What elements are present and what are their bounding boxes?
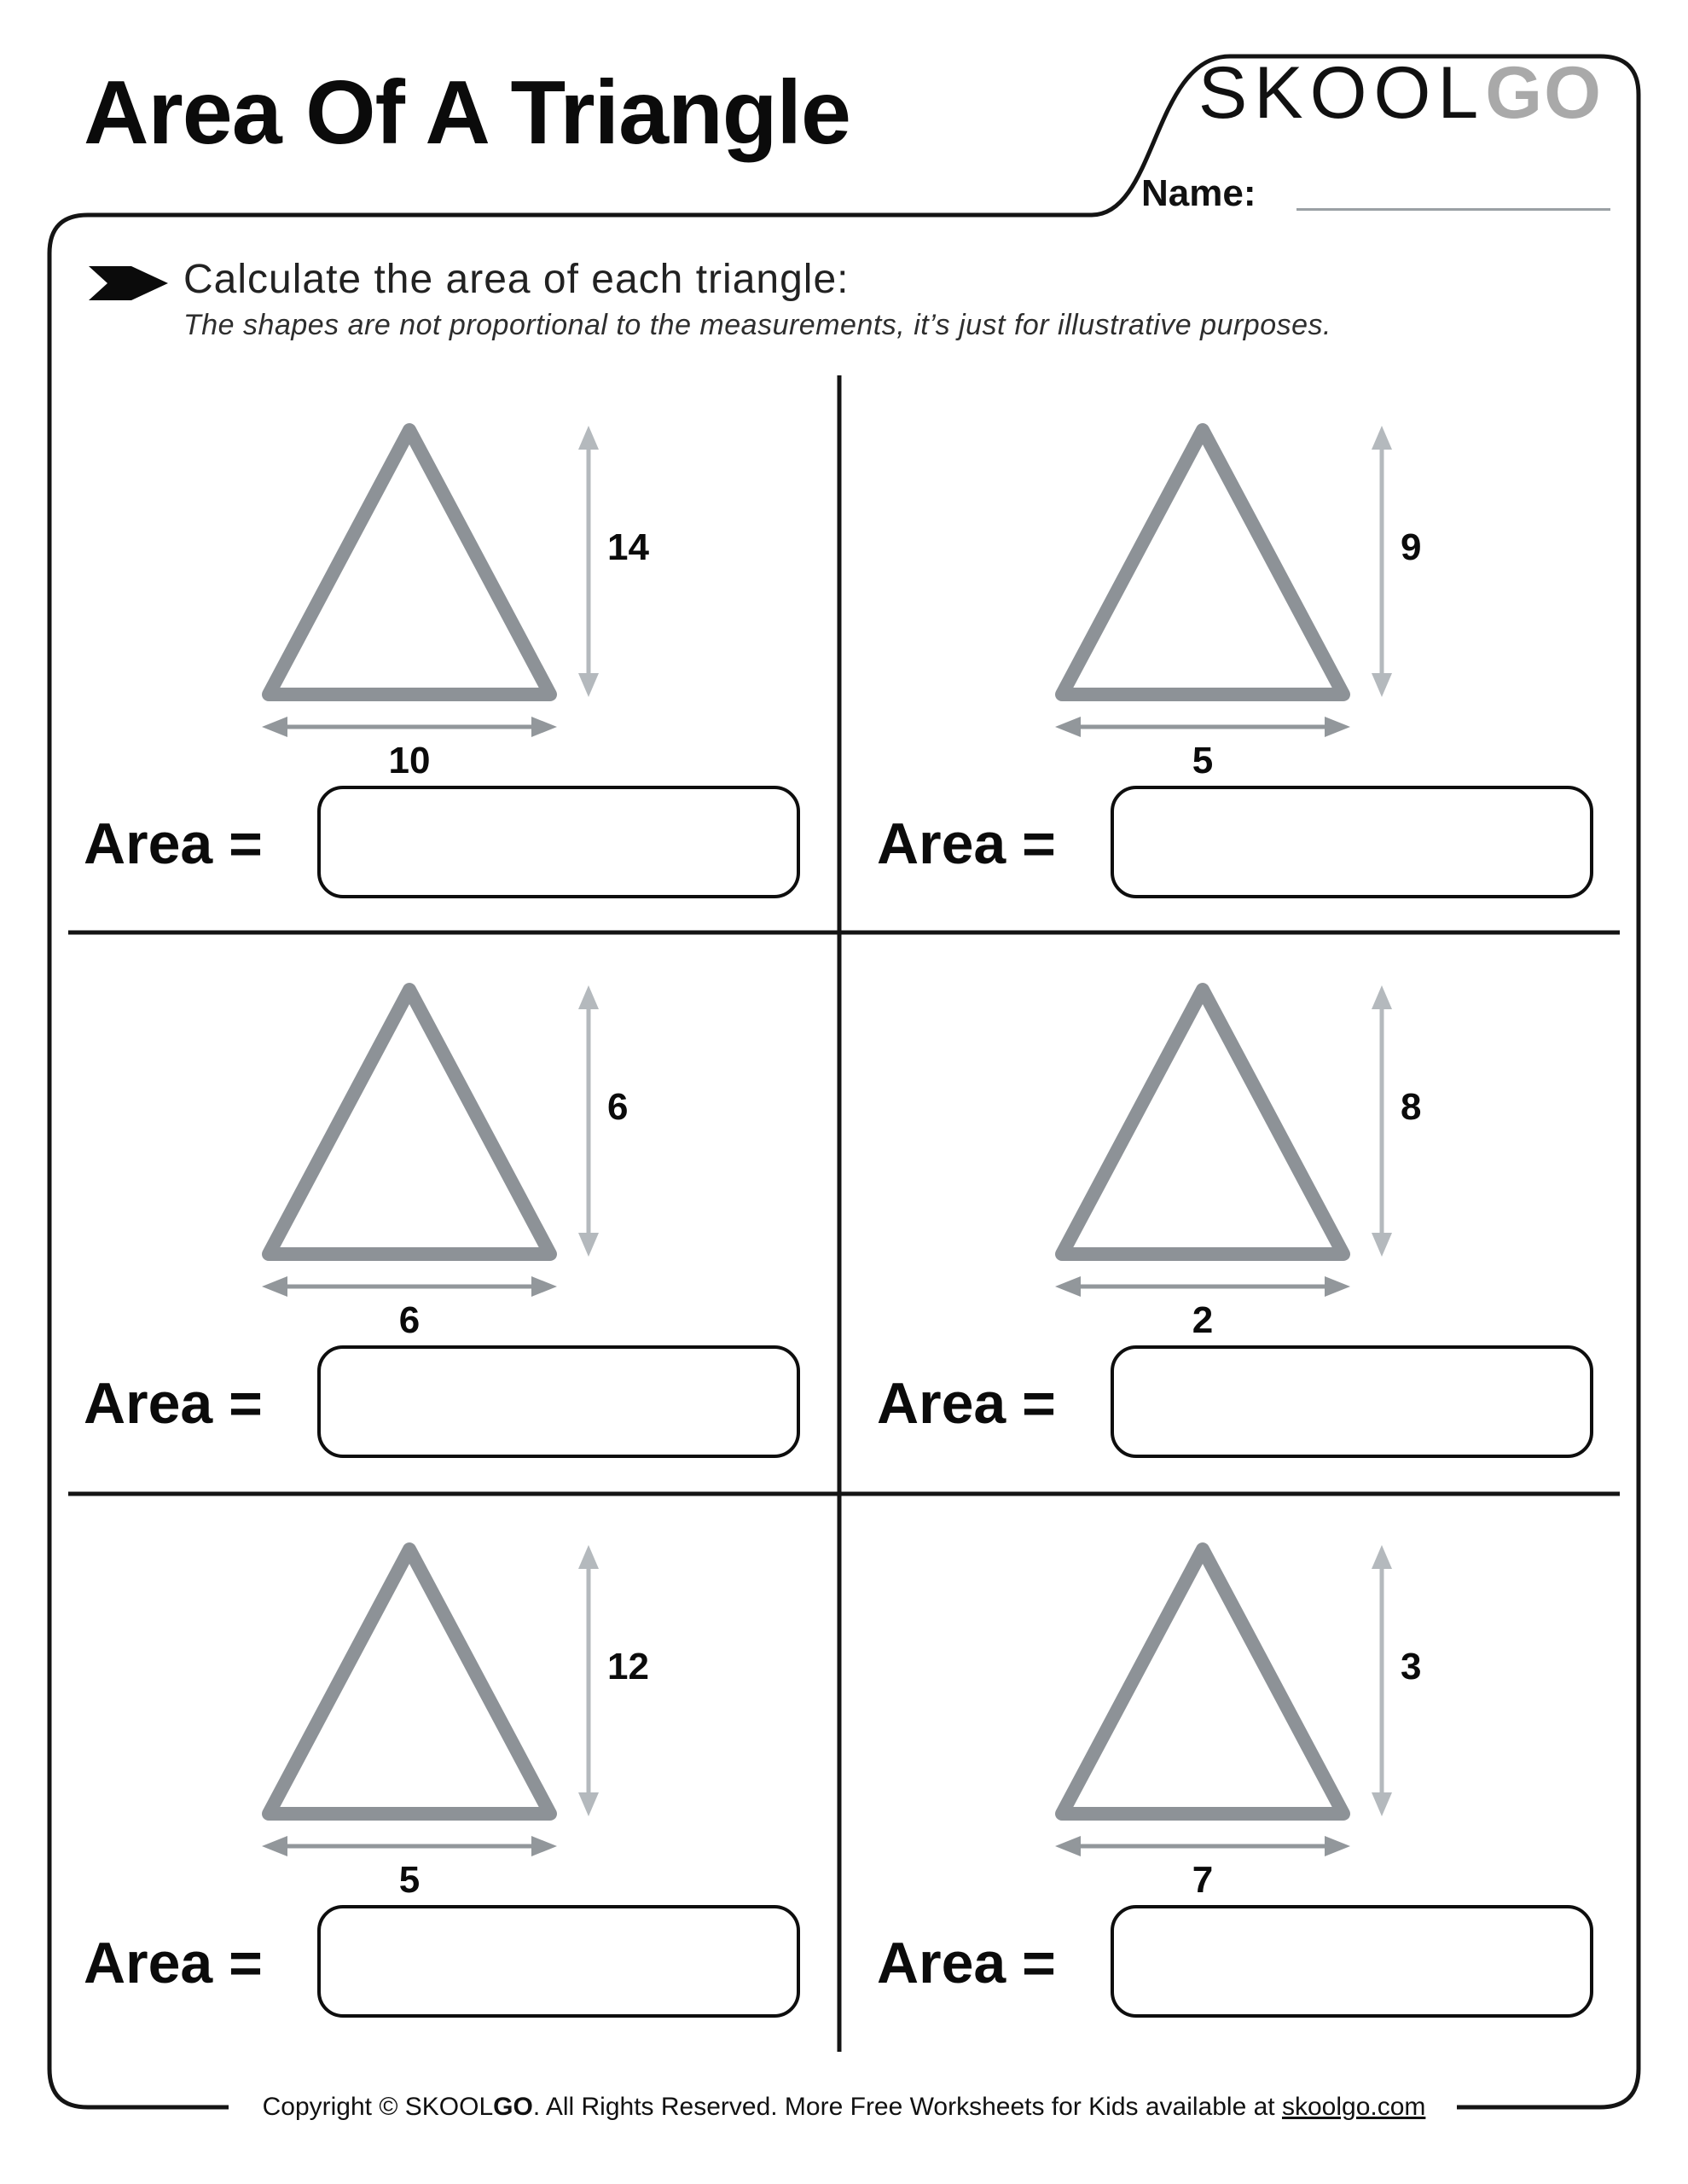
problem-cell-3 bbox=[51, 934, 839, 1493]
footer-middle: . All Rights Reserved. More Free Worksheets for Kids available at bbox=[532, 2093, 1282, 2121]
triangle-shape bbox=[260, 421, 559, 703]
skoolgo-logo bbox=[1196, 53, 1605, 134]
problem-cell-5 bbox=[51, 1494, 839, 2053]
name-label: Name: bbox=[1141, 172, 1256, 214]
area-label: Area = bbox=[84, 1371, 263, 1436]
instruction-arrow-icon bbox=[89, 266, 168, 300]
height-arrow-icon bbox=[1369, 1543, 1395, 1818]
height-value: 8 bbox=[1401, 1086, 1422, 1128]
area-label: Area = bbox=[84, 811, 263, 876]
area-label: Area = bbox=[84, 1931, 263, 1995]
height-arrow-icon bbox=[1369, 424, 1395, 699]
instruction-note: The shapes are not proportional to the measurements, it’s just for illustrative purposes. bbox=[183, 309, 1331, 341]
triangle-shape bbox=[260, 981, 559, 1263]
problem-cell-6 bbox=[844, 1494, 1633, 2053]
name-input-line[interactable] bbox=[1296, 208, 1610, 211]
height-arrow-icon bbox=[1369, 984, 1395, 1258]
instruction-heading: Calculate the area of each triangle: bbox=[183, 257, 850, 302]
area-label: Area = bbox=[877, 1371, 1056, 1436]
height-arrow-icon bbox=[576, 424, 601, 699]
base-value: 5 bbox=[1192, 740, 1214, 781]
base-value: 6 bbox=[398, 1299, 421, 1341]
footer-link[interactable]: skoolgo.com bbox=[1281, 2093, 1426, 2121]
base-value: 2 bbox=[1192, 1299, 1214, 1341]
answer-box[interactable] bbox=[317, 786, 800, 898]
base-value: 7 bbox=[1192, 1859, 1214, 1901]
footer-brand-bold: GO bbox=[493, 2093, 533, 2121]
base-value: 10 bbox=[388, 740, 431, 781]
problem-cell-1 bbox=[51, 375, 839, 933]
answer-box[interactable] bbox=[317, 1905, 800, 2018]
height-value: 12 bbox=[607, 1646, 649, 1687]
page-title: Area Of A Triangle bbox=[84, 62, 850, 163]
area-label: Area = bbox=[877, 811, 1056, 876]
answer-box[interactable] bbox=[317, 1345, 800, 1458]
answer-box[interactable] bbox=[1111, 786, 1593, 898]
problem-cell-2 bbox=[844, 375, 1633, 933]
height-value: 14 bbox=[607, 526, 649, 568]
answer-box[interactable] bbox=[1111, 1345, 1593, 1458]
footer bbox=[0, 2090, 1688, 2124]
answer-box[interactable] bbox=[1111, 1905, 1593, 2018]
footer-copyright: Copyright © SKOOL bbox=[262, 2093, 494, 2121]
base-arrow-icon bbox=[260, 1274, 559, 1299]
logo-text-black: SKOOL bbox=[1198, 52, 1486, 134]
height-value: 9 bbox=[1401, 526, 1422, 568]
base-arrow-icon bbox=[1053, 714, 1352, 740]
base-arrow-icon bbox=[1053, 1274, 1352, 1299]
triangle-shape bbox=[1053, 421, 1352, 703]
height-value: 3 bbox=[1401, 1646, 1422, 1687]
height-arrow-icon bbox=[576, 1543, 601, 1818]
logo-text-gray: GO bbox=[1485, 52, 1604, 134]
area-label: Area = bbox=[877, 1931, 1056, 1995]
triangle-shape bbox=[260, 1541, 559, 1822]
triangle-shape bbox=[1053, 1541, 1352, 1822]
base-arrow-icon bbox=[260, 714, 559, 740]
height-arrow-icon bbox=[576, 984, 601, 1258]
problem-cell-4 bbox=[844, 934, 1633, 1493]
base-arrow-icon bbox=[1053, 1833, 1352, 1859]
height-value: 6 bbox=[607, 1086, 629, 1128]
base-arrow-icon bbox=[260, 1833, 559, 1859]
base-value: 5 bbox=[398, 1859, 421, 1901]
triangle-shape bbox=[1053, 981, 1352, 1263]
